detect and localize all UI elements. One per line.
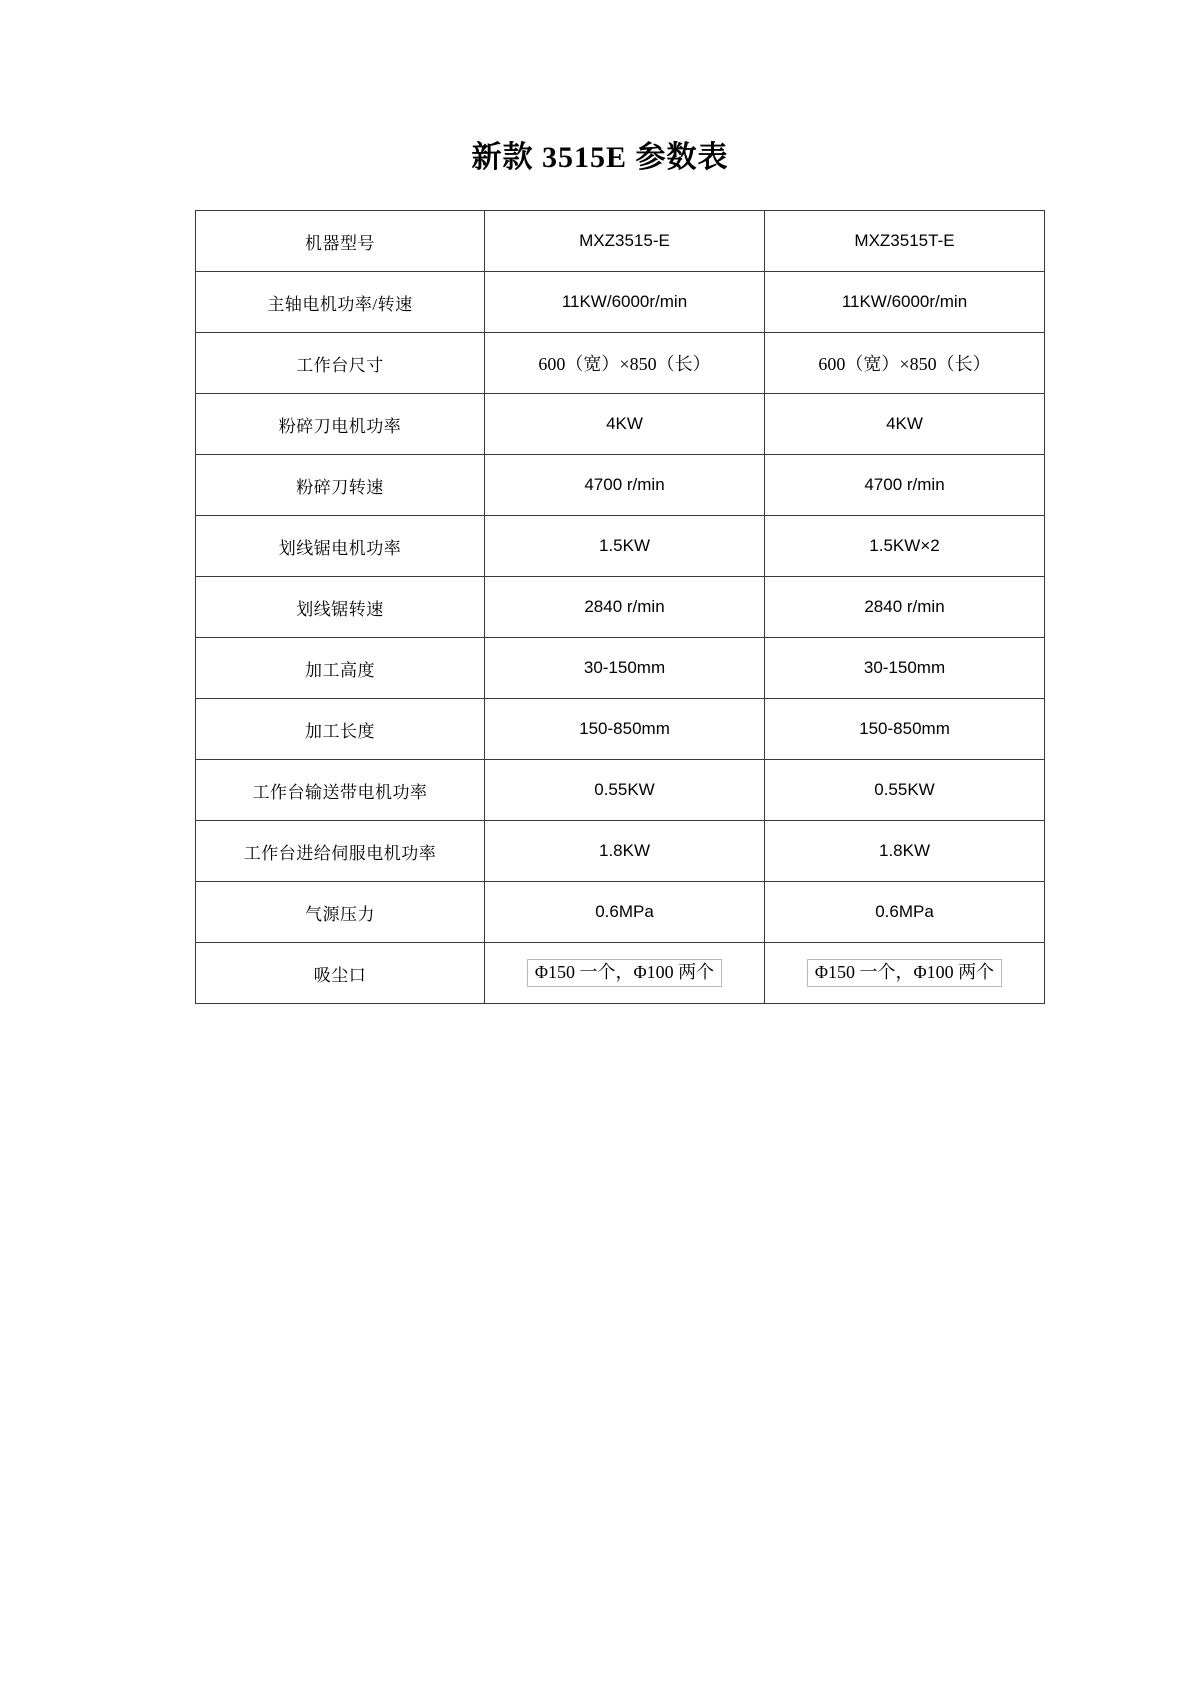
spec-table-body	[196, 211, 1045, 1004]
row-value-col2: 1.5KW×2	[765, 516, 1045, 577]
row-value-col1	[485, 943, 765, 1004]
row-label: 划线锯转速	[196, 577, 485, 638]
table-row	[196, 638, 1045, 699]
row-value-col2: 4700 r/min	[765, 455, 1045, 516]
dust-port-value-col1: Φ150 一个，Φ100 两个	[527, 959, 722, 988]
row-value-col1: 4700 r/min	[485, 455, 765, 516]
table-row	[196, 577, 1045, 638]
row-label: 粉碎刀转速	[196, 455, 485, 516]
table-row	[196, 943, 1045, 1004]
table-row	[196, 821, 1045, 882]
table-row	[196, 394, 1045, 455]
row-value-col1: 600（宽）×850（长）	[485, 333, 765, 394]
row-label: 工作台输送带电机功率	[196, 760, 485, 821]
row-label: 工作台进给伺服电机功率	[196, 821, 485, 882]
row-value-col1: 11KW/6000r/min	[485, 272, 765, 333]
row-value-col1: 1.5KW	[485, 516, 765, 577]
row-value-col2: 0.6MPa	[765, 882, 1045, 943]
row-value-col2: 2840 r/min	[765, 577, 1045, 638]
row-value-col2: MXZ3515T-E	[765, 211, 1045, 272]
table-row	[196, 516, 1045, 577]
row-value-col2: 0.55KW	[765, 760, 1045, 821]
row-value-col1: 4KW	[485, 394, 765, 455]
row-value-col1: 30-150mm	[485, 638, 765, 699]
row-value-col2: 30-150mm	[765, 638, 1045, 699]
row-label: 机器型号	[196, 211, 485, 272]
table-row	[196, 760, 1045, 821]
row-value-col2: 1.8KW	[765, 821, 1045, 882]
table-row	[196, 455, 1045, 516]
row-value-col1: 0.6MPa	[485, 882, 765, 943]
table-row	[196, 272, 1045, 333]
spec-table-container	[195, 210, 1005, 1004]
row-value-col1: 1.8KW	[485, 821, 765, 882]
row-value-col2: 150-850mm	[765, 699, 1045, 760]
row-value-col2: 4KW	[765, 394, 1045, 455]
row-label: 工作台尺寸	[196, 333, 485, 394]
row-label: 气源压力	[196, 882, 485, 943]
row-value-col2	[765, 943, 1045, 1004]
table-row	[196, 699, 1045, 760]
spec-table	[195, 210, 1045, 1004]
row-label: 吸尘口	[196, 943, 485, 1004]
table-row	[196, 211, 1045, 272]
row-value-col2: 11KW/6000r/min	[765, 272, 1045, 333]
row-value-col1: MXZ3515-E	[485, 211, 765, 272]
row-label: 加工长度	[196, 699, 485, 760]
row-label: 粉碎刀电机功率	[196, 394, 485, 455]
table-row	[196, 882, 1045, 943]
row-value-col2: 600（宽）×850（长）	[765, 333, 1045, 394]
row-label: 划线锯电机功率	[196, 516, 485, 577]
row-label: 加工高度	[196, 638, 485, 699]
table-row	[196, 333, 1045, 394]
dust-port-value-col2: Φ150 一个，Φ100 两个	[807, 959, 1002, 988]
page-title: 新款 3515E 参数表	[471, 141, 729, 174]
row-value-col1: 0.55KW	[485, 760, 765, 821]
row-label: 主轴电机功率/转速	[196, 272, 485, 333]
row-value-col1: 150-850mm	[485, 699, 765, 760]
row-value-col1: 2840 r/min	[485, 577, 765, 638]
